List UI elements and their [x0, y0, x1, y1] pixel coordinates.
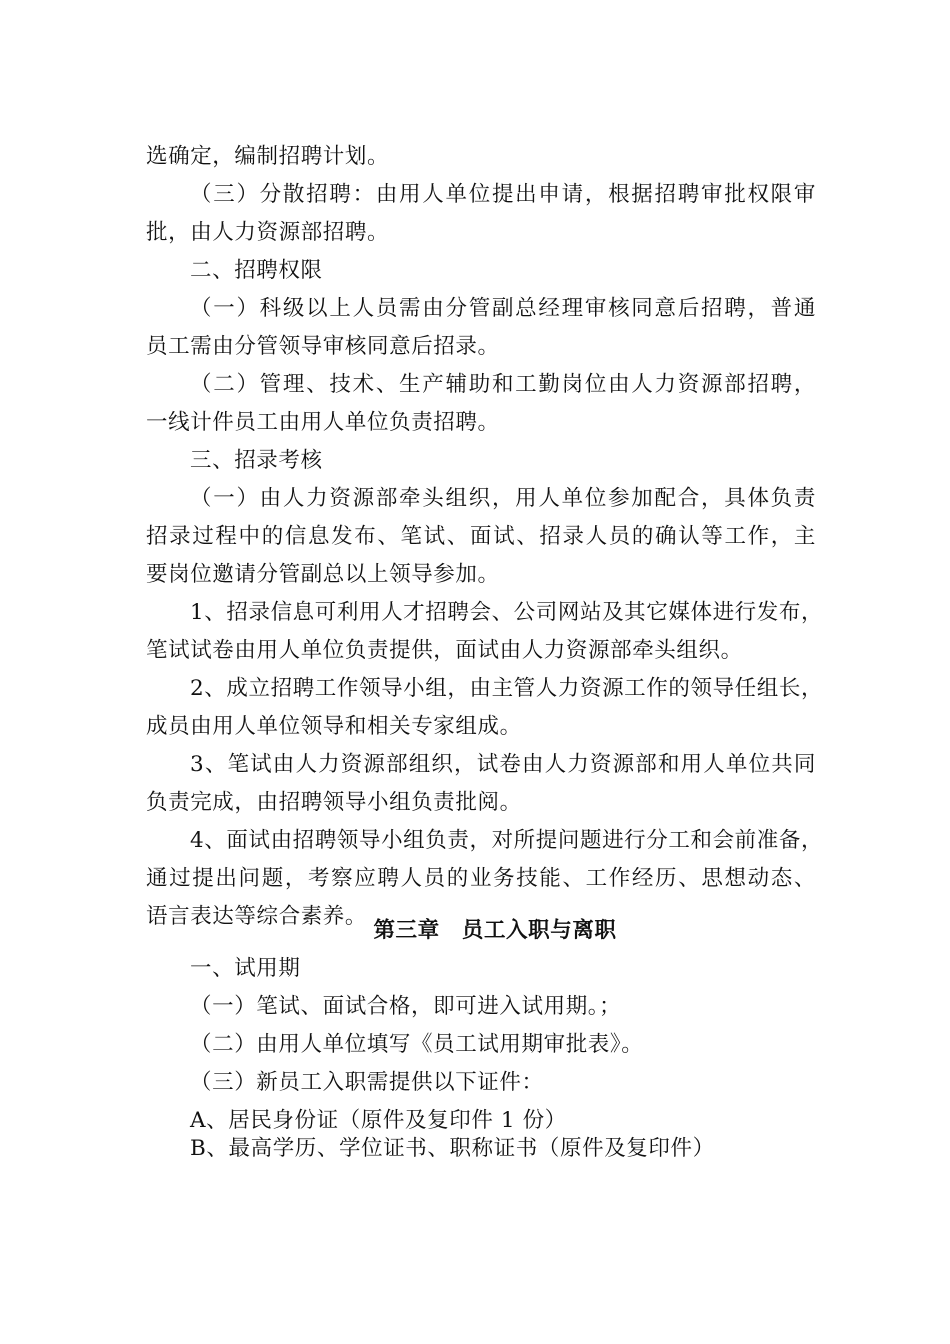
paragraph-line: （二）由用人单位填写《员工试用期审批表》。: [190, 1032, 644, 1057]
paragraph-line: （三）新员工入职需提供以下证件：: [190, 1070, 544, 1095]
paragraph-line: 批，由人力资源部招聘。: [146, 220, 390, 245]
paragraph-line: 招录过程中的信息发布、笔试、面试、招录人员的确认等工作，主: [146, 524, 816, 549]
paragraph-line: 4、面试由招聘领导小组负责，对所提问题进行分工和会前准备，: [190, 828, 824, 853]
paragraph-line: 要岗位邀请分管副总以上领导参加。: [146, 562, 500, 587]
list-item: B、最高学历、学位证书、职称证书（原件及复印件）: [190, 1136, 715, 1161]
paragraph-line: 一线计件员工由用人单位负责招聘。: [146, 410, 500, 435]
paragraph-line: 笔试试卷由用人单位负责提供，面试由人力资源部牵头组织。: [146, 638, 743, 663]
paragraph-line: 负责完成，由招聘领导小组负责批阅。: [146, 790, 522, 815]
paragraph-line: （一）科级以上人员需由分管副总经理审核同意后招聘，普通: [190, 296, 816, 321]
paragraph-line: （三）分散招聘：由用人单位提出申请，根据招聘审批权限审: [190, 182, 816, 207]
paragraph-line: 1、招录信息可利用人才招聘会、公司网站及其它媒体进行发布，: [190, 600, 824, 625]
paragraph-line: 3、笔试由人力资源部组织，试卷由人力资源部和用人单位共同: [190, 752, 816, 777]
chapter-title: 第三章 员工入职与离职: [373, 918, 617, 943]
section-heading: 一、试用期: [190, 956, 301, 981]
paragraph-line: 选确定，编制招聘计划。: [146, 144, 390, 169]
paragraph-line: 成员由用人单位领导和相关专家组成。: [146, 714, 522, 739]
list-item: A、居民身份证（原件及复印件 1 份）: [190, 1108, 567, 1133]
section-heading: 二、招聘权限: [190, 258, 323, 283]
paragraph-line: 通过提出问题，考察应聘人员的业务技能、工作经历、思想动态、: [146, 866, 816, 891]
section-heading: 三、招录考核: [190, 448, 323, 473]
paragraph-line: （一）由人力资源部牵头组织，用人单位参加配合，具体负责: [190, 486, 816, 511]
paragraph-line: 2、成立招聘工作领导小组，由主管人力资源工作的领导任组长，: [190, 676, 824, 701]
paragraph-line: 语言表达等综合素养。: [146, 904, 368, 929]
paragraph-line: 员工需由分管领导审核同意后招录。: [146, 334, 500, 359]
paragraph-line: （二）管理、技术、生产辅助和工勤岗位由人力资源部招聘，: [190, 372, 816, 397]
paragraph-line: （一）笔试、面试合格，即可进入试用期。；: [190, 994, 622, 1019]
